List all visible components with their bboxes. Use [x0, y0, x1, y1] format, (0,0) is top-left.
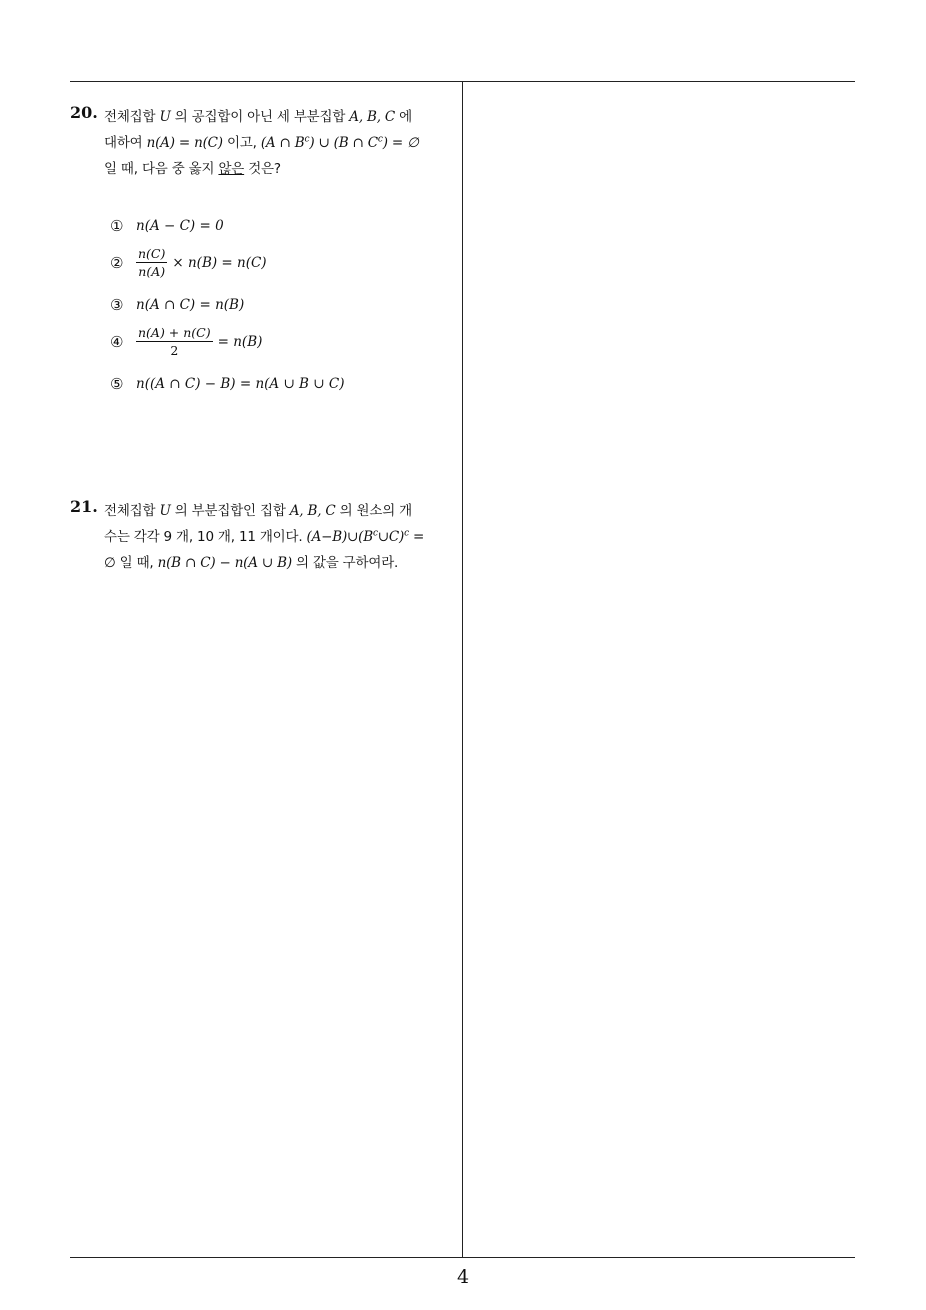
text: 의 부분집합인 집합 [170, 503, 290, 519]
page-number: 4 [456, 1266, 470, 1288]
math: ∅ [104, 555, 116, 571]
question-text-line-1 [104, 499, 412, 519]
superscript: c [304, 134, 310, 145]
question-text-line-3 [104, 551, 398, 571]
math: ) = ∅ [382, 135, 419, 151]
question-text-line-1 [104, 105, 412, 125]
choice-1[interactable] [110, 217, 224, 235]
text: 이고, [222, 135, 261, 151]
math: U [159, 503, 171, 519]
question-text-line-2 [104, 525, 424, 545]
text: 수는 각각 9 개, 10 개, 11 개이다. [104, 529, 307, 545]
math: U [159, 109, 171, 125]
fraction-denominator: n(A) [138, 264, 166, 279]
superscript: c [372, 528, 378, 539]
question-number: 21. [70, 497, 98, 516]
choice-expression: n(A ∩ C) = n(B) [136, 297, 245, 313]
text: 일 때, 다음 중 옳지 [104, 161, 219, 177]
choice-2[interactable] [110, 246, 267, 279]
math: n(A) = n(C) [146, 135, 223, 151]
choice-4[interactable] [110, 325, 262, 358]
question-text-line-3 [104, 157, 281, 177]
bottom-rule [70, 1257, 855, 1258]
choice-5[interactable] [110, 375, 344, 393]
choice-number: ⑤ [110, 375, 124, 393]
choice-expression [136, 246, 267, 279]
math: (A ∩ B [260, 135, 305, 151]
text: 의 원소의 개 [335, 503, 412, 519]
choice-number: ④ [110, 332, 124, 351]
text: 일 때, [115, 555, 158, 571]
fraction [136, 246, 167, 279]
column-divider [462, 82, 463, 1258]
question-number: 20. [70, 103, 98, 122]
choice-number: ③ [110, 296, 124, 314]
text: 전체집합 [104, 109, 160, 125]
math: A, B, C [289, 503, 336, 519]
superscript: c [404, 528, 409, 539]
choice-expression: n((A ∩ C) − B) = n(A ∪ B ∪ C) [136, 376, 345, 392]
text: 의 공집합이 아닌 세 부분집합 [170, 109, 350, 125]
fraction-denominator: 2 [170, 343, 179, 358]
superscript: c [377, 134, 383, 145]
math: ) ∪ (B ∩ C [309, 135, 378, 151]
choice-expression: n(A − C) = 0 [136, 218, 224, 234]
math: A, B, C [349, 109, 396, 125]
text: 전체집합 [104, 503, 160, 519]
text: 에 [395, 109, 412, 125]
choice-3[interactable] [110, 296, 244, 314]
choice-number: ① [110, 217, 124, 235]
text: 것은? [244, 161, 281, 177]
text: 의 값을 구하여라. [291, 555, 399, 571]
math: n(B ∩ C) − n(A ∪ B) [157, 555, 292, 571]
fraction-numerator: n(C) [138, 246, 166, 261]
choice-number: ② [110, 253, 124, 272]
math: = [408, 529, 425, 545]
math: (A−B)∪(B [306, 529, 373, 545]
underlined-text: 않은 [218, 161, 245, 177]
expression-rest: = n(B) [217, 333, 263, 350]
math: ∪C) [377, 529, 405, 545]
fraction-numerator: n(A) + n(C) [138, 325, 211, 340]
expression-rest: × n(B) = n(C) [172, 254, 267, 271]
fraction [136, 325, 213, 358]
choice-expression [136, 325, 262, 358]
question-text-line-2 [104, 131, 419, 151]
text: 대하여 [104, 135, 147, 151]
